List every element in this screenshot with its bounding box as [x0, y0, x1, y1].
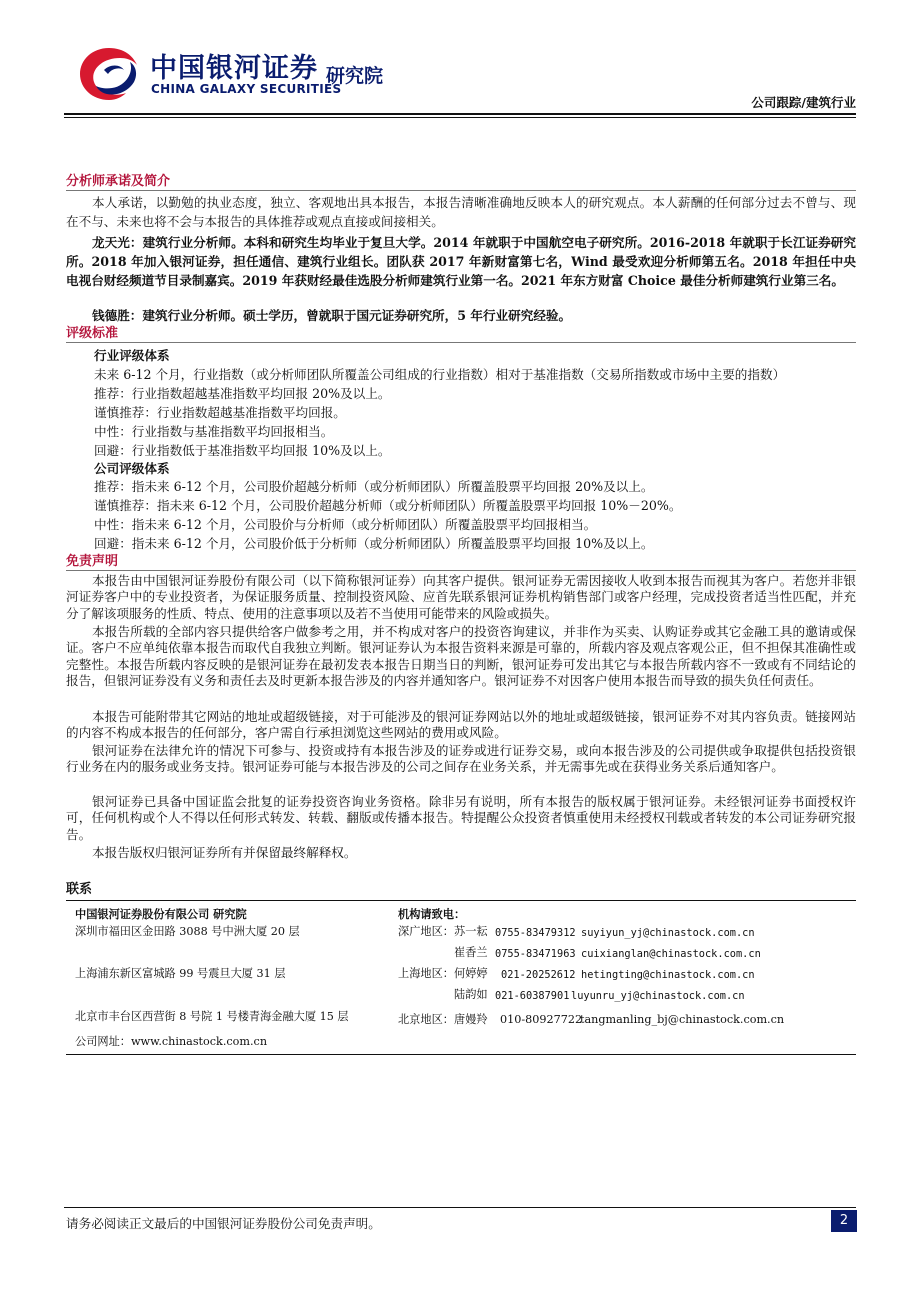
contact-name: 何婷婷 [454, 967, 488, 980]
analyst-bio-long: 龙天光：建筑行业分析师。本科和研究生均毕业于复旦大学。2014 年就职于中国航空电子研究所。2016-2018 年就职于长江证券研究所。2018 年加入银河证券，担任通信、建筑行业组长。团队获 2017 年新财富第七名，Wind 最受欢迎分析师第五名。2018 年担任中央电视台财经频道节目录制嘉宾。2019 年获财经最佳选股分析师建筑行业第一名。2021 年东方财富 Choice 最佳分析师建筑行业第三名。 [66, 235, 856, 288]
contact-section-title: 联系 [66, 882, 93, 897]
brand-institute: 研究院 [326, 65, 384, 87]
galaxy-logo-icon [76, 44, 142, 104]
contact-phone: 021-60387901 [495, 990, 570, 1002]
brand-name-en: CHINA GALAXY SECURITIES [151, 82, 342, 96]
contact-phone: 021-20252612 [501, 969, 576, 981]
industry-rating-line: 中性：行业指数与基准指数平均回报相当。 [94, 424, 334, 439]
contact-email[interactable]: tangmanling_bj@chinastock.com.cn [580, 1013, 785, 1026]
disclaimer-paragraph: 本报告版权归银河证券所有并保留最终解释权。 [92, 845, 357, 860]
contact-email[interactable]: suyiyun_yj@chinastock.com.cn [581, 927, 755, 939]
contact-rule-top [66, 900, 856, 901]
disclaimer-paragraph: 银河证券在法律允许的情况下可参与、投资或持有本报告涉及的证券或进行证券交易，或向本报告涉及的公司提供或争取提供包括投资银行业务在内的服务或业务支持。银河证券可能与本报告涉及的公司之间存在业务关系，并无需事先或在获得业务关系后通知客户。 [66, 743, 856, 775]
contact-phone: 0755-83471963 [495, 948, 576, 960]
analyst-commitment: 本人承诺，以勤勉的执业态度，独立、客观地出具本报告，本报告清晰准确地反映本人的研究观点。本人薪酬的任何部分过去不曾与、现在不与、未来也将不会与本报告的具体推荐或观点直接或间接相关。 [66, 195, 856, 229]
contact-address: 北京市丰台区西营街 8 号院 1 号楼青海金融大厦 15 层 [75, 1010, 349, 1023]
contact-email[interactable]: hetingting@chinastock.com.cn [581, 969, 755, 981]
disclaimer-section-title: 免责声明 [66, 554, 119, 569]
disclaimer-paragraph: 银河证券已具备中国证监会批复的证券投资咨询业务资格。除非另有说明，所有本报告的版权属于银河证券。未经银河证券书面授权许可，任何机构或个人不得以任何形式转发、转载、翻版或传播本报告。特提醒公众投资者慎重使用未经授权刊载或者转发的本公司证券研究报告。 [66, 794, 856, 842]
footer-note: 请务必阅读正文最后的中国银河证券股份公司免责声明。 [66, 1216, 381, 1231]
industry-rating-line: 回避：行业指数低于基准指数平均回报 10%及以上。 [94, 443, 391, 458]
section-rule [66, 342, 856, 343]
analyst-section-title: 分析师承诺及简介 [66, 174, 171, 189]
company-rating-title: 公司评级体系 [94, 461, 170, 476]
footer-divider [64, 1207, 856, 1208]
rating-section-title: 评级标准 [66, 326, 119, 341]
header-divider-thin [64, 117, 856, 118]
contact-address: 深圳市福田区金田路 3088 号中洲大厦 20 层 [75, 925, 300, 938]
contact-company: 中国银河证券股份有限公司 研究院 [75, 907, 247, 921]
company-website: 公司网址：www.chinastock.com.cn [75, 1035, 268, 1048]
industry-rating-line: 未来 6-12 个月，行业指数（或分析师团队所覆盖公司组成的行业指数）相对于基准指数（交易所指数或市场中主要的指数） [94, 367, 786, 382]
brand-name-cn: 中国银河证券 [150, 53, 318, 84]
industry-rating-title: 行业评级体系 [94, 348, 170, 363]
sales-contact-title: 机构请致电： [398, 907, 466, 921]
contact-region: 深广地区： [398, 925, 454, 938]
industry-rating-line: 推荐：行业指数超越基准指数平均回报 20%及以上。 [94, 386, 391, 401]
company-rating-line: 中性：指未来 6-12 个月，公司股价与分析师（或分析师团队）所覆盖股票平均回报相当。 [94, 517, 597, 532]
section-rule [66, 570, 856, 571]
contact-name: 陆韵如 [454, 988, 488, 1001]
company-rating-line: 谨慎推荐：指未来 6-12 个月，公司股价超越分析师（或分析师团队）所覆盖股票平均回报 10%－20%。 [94, 498, 682, 513]
contact-name: 崔香兰 [454, 946, 488, 959]
report-type: 公司跟踪/建筑行业 [751, 95, 856, 110]
disclaimer-paragraph: 本报告所载的全部内容只提供给客户做参考之用，并不构成对客户的投资咨询建议，并非作为买卖、认购证券或其它金融工具的邀请或保证。客户不应单纯依靠本报告而取代自我独立判断。银河证券认为本报告资料来源是可靠的，所载内容及观点客观公正，但不担保其准确性或完整性。本报告所载内容反映的是银河证券在最初发表本报告日期当日的判断，银河证券可发出其它与本报告所载内容不一致或有不同结论的报告，但银河证券没有义务和责任去及时更新本报告涉及的内容并通知客户。银河证券不对因客户使用本报告而导致的损失负任何责任。 [66, 624, 856, 689]
company-rating-line: 回避：指未来 6-12 个月，公司股价低于分析师（或分析师团队）所覆盖股票平均回报 10%及以上。 [94, 536, 654, 551]
disclaimer-paragraph: 本报告可能附带其它网站的地址或超级链接，对于可能涉及的银河证券网站以外的地址或超级链接，银河证券不对其内容负责。链接网站的内容不构成本报告的任何部分，客户需自行承担浏览这些网站的费用或风险。 [66, 709, 856, 741]
section-rule [66, 190, 856, 191]
company-rating-line: 推荐：指未来 6-12 个月，公司股价超越分析师（或分析师团队）所覆盖股票平均回报 20%及以上。 [94, 479, 654, 494]
contact-region: 上海地区： [398, 967, 454, 980]
contact-phone: 0755-83479312 [495, 927, 576, 939]
header-divider [64, 113, 856, 115]
contact-name: 唐嫚羚 [454, 1013, 488, 1026]
contact-rule-bottom [66, 1054, 856, 1055]
contact-phone: 010-80927722 [500, 1013, 583, 1026]
contact-region: 北京地区： [398, 1013, 454, 1026]
contact-email[interactable]: luyunru_yj@chinastock.com.cn [571, 990, 745, 1002]
page-number: 2 [831, 1210, 857, 1232]
analyst-bio-qian: 钱德胜：建筑行业分析师。硕士学历，曾就职于国元证券研究所，5 年行业研究经验。 [92, 308, 572, 323]
contact-address: 上海浦东新区富城路 99 号震旦大厦 31 层 [75, 967, 286, 980]
contact-name: 苏一耘 [454, 925, 488, 938]
contact-email[interactable]: cuixianglan@chinastock.com.cn [581, 948, 761, 960]
industry-rating-line: 谨慎推荐：行业指数超越基准指数平均回报。 [94, 405, 346, 420]
disclaimer-paragraph: 本报告由中国银河证券股份有限公司（以下简称银河证券）向其客户提供。银河证券无需因接收人收到本报告而视其为客户。若您并非银河证券客户中的专业投资者，为保证服务质量、控制投资风险、应首先联系银河证券机构销售部门或客户经理，完成投资者适当性匹配，并充分了解该项服务的性质、特点、使用的注意事项以及若不当使用可能带来的风险或损失。 [66, 573, 856, 621]
